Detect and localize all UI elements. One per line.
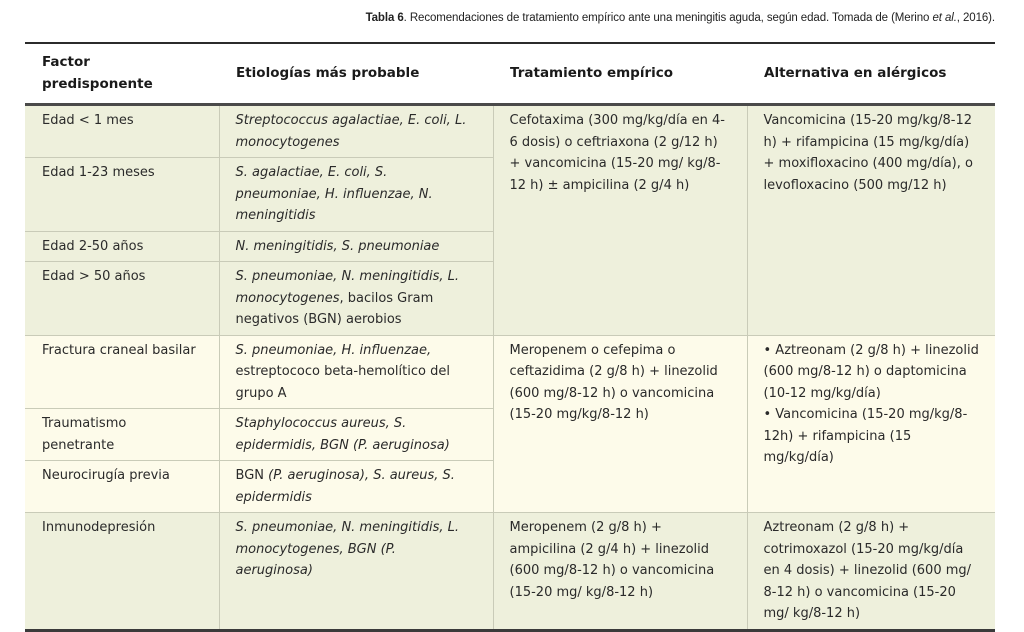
- etiologia-text: (P. aeruginosa), S. aureus, S. epidermidis: [235, 468, 455, 505]
- cell-etiologia: [219, 335, 493, 409]
- cell-etiologia: [219, 513, 493, 631]
- etiologia-text: , bacilos Gram negativos (BGN) aerobios: [235, 290, 434, 327]
- cell-factor: Edad < 1 mes: [25, 105, 219, 158]
- header-alternativa: Alternativa en alérgicos: [747, 43, 995, 105]
- cell-tratamiento: Meropenem o cefepima o ceftazidima (2 g/8 h) + linezolid (600 mg/8-12 h) o vancomicina (15-20 mg/kg/8-12 h): [493, 335, 747, 513]
- cell-factor: Edad > 50 años: [25, 262, 219, 336]
- header-row: [25, 43, 995, 105]
- etiologia-text: S. pneumoniae, H. influenzae,: [235, 342, 432, 358]
- cell-etiologia: [219, 461, 493, 513]
- cell-alternativa: [747, 105, 995, 336]
- table-caption: [366, 12, 995, 24]
- caption-text: . Recomendaciones de tratamiento empírico ante una meningitis aguda, según edad. Tomada de (Merino: [403, 12, 933, 24]
- alternativa-item: • Aztreonam (2 g/8 h) + linezolid (600 mg/8-12 h) o daptomicina (10-12 mg/kg/día): [763, 342, 979, 401]
- cell-factor: Inmunodepresión: [25, 513, 219, 631]
- etiologia-text: estreptococo beta-hemolítico del grupo A: [235, 364, 450, 401]
- cell-factor: Edad 1-23 meses: [25, 158, 219, 232]
- etiologia-text: S. pneumoniae, N. meningitidis, L. monocytogenes, BGN (P. aeruginosa): [235, 520, 460, 578]
- header-etiologia: Etiologías más probable: [219, 43, 493, 105]
- treatment-table: [25, 42, 995, 632]
- etiologia-text: Streptococcus agalactiae, E. coli, L. monocytogenes: [235, 113, 467, 150]
- cell-tratamiento: Cefotaxima (300 mg/kg/día en 4-6 dosis) o ceftriaxona (2 g/12 h) + vancomicina (15-20 mg/ kg/8-12 h) ± ampicilina (2 g/4 h): [493, 105, 747, 336]
- cell-etiologia: [219, 158, 493, 232]
- cell-etiologia: [219, 105, 493, 158]
- etiologia-text: N. meningitidis, S. pneumoniae: [235, 238, 440, 254]
- header-factor: Factor predisponente: [25, 43, 219, 105]
- caption-label: Tabla 6: [365, 12, 404, 24]
- cell-etiologia: [219, 409, 493, 461]
- table-row: [25, 105, 995, 158]
- table-row: [25, 335, 995, 409]
- etiologia-text: BGN: [235, 468, 269, 483]
- cell-factor: Fractura craneal basilar: [25, 335, 219, 409]
- cell-etiologia: [219, 231, 493, 262]
- etiologia-text: S. agalactiae, E. coli, S. pneumoniae, H. influenzae, N. meningitidis: [235, 165, 433, 223]
- alternativa-item: Aztreonam (2 g/8 h) + cotrimoxazol (15-20 mg/kg/día en 4 dosis) + linezolid (600 mg/ 8-12 h) o vancomicina (15-20 mg/ kg/8-12 h): [763, 520, 972, 621]
- caption-suffix: , 2016).: [956, 12, 995, 24]
- table-row: [25, 513, 995, 631]
- cell-alternativa: [747, 335, 995, 513]
- caption-etal: et al.: [932, 12, 957, 24]
- table-body: [25, 105, 995, 631]
- cell-factor: Traumatismo penetrante: [25, 409, 219, 461]
- alternativa-item: • Vancomicina (15-20 mg/kg/8-12h) + rifampicina (15 mg/kg/día): [763, 407, 968, 465]
- cell-alternativa: [747, 513, 995, 631]
- cell-tratamiento: Meropenem (2 g/8 h) + ampicilina (2 g/4 h) + linezolid (600 mg/8-12 h) o vancomicina (15-20 mg/ kg/8-12 h): [493, 513, 747, 631]
- etiologia-text: S. pneumoniae, N. meningitidis, L. monocytogenes: [235, 269, 460, 306]
- cell-factor: Neurocirugía previa: [25, 461, 219, 513]
- header-tratamiento: Tratamiento empírico: [493, 43, 747, 105]
- etiologia-text: Staphylococcus aureus, S. epidermidis, BGN (P. aeruginosa): [235, 416, 450, 453]
- cell-factor: Edad 2-50 años: [25, 231, 219, 262]
- alternativa-item: Vancomicina (15-20 mg/kg/8-12 h) + rifampicina (15 mg/kg/día) + moxifloxacino (400 mg/día), o levofloxacino (500 mg/12 h): [763, 113, 973, 193]
- cell-etiologia: [219, 262, 493, 336]
